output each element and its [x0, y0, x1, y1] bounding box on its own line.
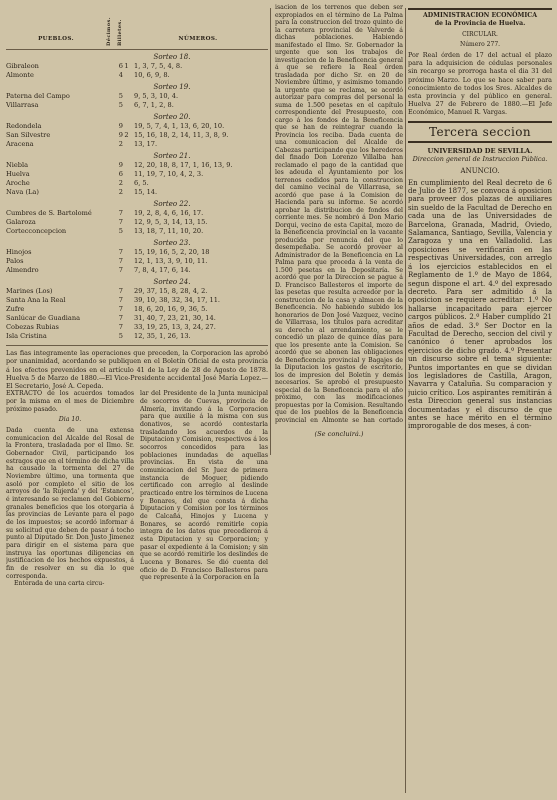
billetes-cell [123, 266, 130, 275]
header-pueblos: PUEBLOS. [38, 36, 74, 42]
table-row [6, 62, 268, 71]
numbers-cell: 15, 16, 18, 2, 14, 11, 3, 8, 9. [134, 131, 229, 139]
middle-text: isacion de los terrenos que deben ser expropiados en el término de La Palma para la construccion del trozo quinto de la carretera provincial de Valverde á dichas poblaciones. Habiendo manifestado el Ilmo. Sr. Gobernador la urgente que son los trabajos de investigacion de la Beneficencia general á que se refiere la Real órden trasladada por dicho Sr. en 20 de Noviembre último, y asimismo tomando la urgente que se reclama, se acordó autorizar para compras del personal la suma de 1.500 pesetas en el capítulo correspondiente del Presupuesto, con cargo á los fondos de la Beneficencia que se han de reintegrar cuando la Provincia los reciba. Dada cuenta de una comunicacion del Alcalde de Cabezas participando que los herederos del finado Don Lorenzo Villalba han reclamado el pago de la cantidad que les adeuda el Ayuntamiento por los terrenos cedidos para la construccion del camino vecinal de Villarrasa, se acordó que pase á la Comision de Hacienda para su informe. Se acordó aprobar la distribucion de fondos del corriente mes. Se nombró á Don Mario Dorqui, vecino de esta Capital, mozo de la Beneficencia provincial en la vacante producida por renuncia del que lo desempeñaba. Se acordó proveer al Administrador de la Beneficencia en La Palma para que proceda á la venta de 1.500 pesetas en la Depositaría. Se acordó que por la Direccion se pague á D. Francisco Ballesteros el importe de las pesetas que resulta acreedor por la construccion de la casa y almacen de la Beneficencia. No habiendo subido los honorarios de Don José Vazquez, vecino de Villarrasa, los títulos para acreditar su derecho al arrendamiento, se le concedió un plazo de quince días para que los presente ante la Comision. Se acordó que se abonen las obligaciones de Beneficencia provincial y Bagajes de la Diputacion los gastos de escritorio, los de impresion del Boletín y demás necesarios. Se aprobó el presupuesto especial de la Beneficencia para el año próximo, con las modificaciones propuestas por la Comision. Resultando que de los pueblos de la Beneficencia provincial en Almonte se han cortado [275, 4, 403, 424]
billetes-cell [123, 227, 130, 236]
town-cell: Palos [6, 257, 24, 265]
billetes-cell [123, 92, 130, 101]
table-row [6, 71, 268, 80]
decimos-cell: 7 [118, 287, 123, 295]
numbers-cell: 15, 19, 16, 5, 2, 20, 18 [134, 248, 210, 256]
town-cell: Isla Cristina [6, 332, 47, 340]
decimos-cell: 5 [118, 332, 123, 340]
billetes-cell [123, 287, 130, 296]
header-numeros: NÚMEROS. [178, 36, 218, 42]
table-row [6, 101, 268, 110]
billetes-cell [123, 170, 130, 179]
numbers-cell: 39, 10, 38, 32, 34, 17, 11. [134, 296, 220, 304]
admin-title: ADMINISTRACION ECONÓMICA [422, 12, 538, 19]
decimos-cell: 7 [118, 209, 123, 217]
dia-heading: Dia 10. [58, 416, 82, 424]
table-row [6, 161, 268, 170]
billetes-cell [123, 332, 130, 341]
extracto-text-1-last: Enterada de una carta circu- [14, 580, 105, 588]
table-row [6, 296, 268, 305]
town-cell: Cumbres de S. Bartolomé [6, 209, 92, 217]
town-cell: Hinojos [6, 248, 32, 256]
extracto-col-2: lar del Presidente de la Junta municipal de socorros de Cuevas, provincia de Almería, invitando á la Corporacion para que auxilie á la misma con sus donativos, se acordó contestarla trasladando los acuerdos de la Diputacion y Comision, respectivos á los socorros concedidos para las poblaciones inundadas de aquellas provincias. En vista de una comunicacion del Sr. Juez de primera instancia de Moguer, pidiendo certificado con arreglo al deslinde practicado entre los términos de Lucena y Bonares, del que consta á dicha Diputacion y Comision por los términos de Calcañá, Hinojos y Lucena y Bonares, se acordó remitirle copia integra de los datos que precedieron á esta Diputacion y su Corporacion; y pasar el expediente á la Comision; y sin que se acordó remitirle los deslindes de Lucena y Bonares. Se dió cuenta del oficio de D. Francisco Ballesteros para que represente á la Corporacion en la [140, 390, 268, 582]
sorteo-heading: Sorteo 22. [153, 200, 191, 208]
town-cell: Gibraleon [6, 62, 39, 70]
numbers-cell: 6, 5. [134, 179, 149, 187]
numbers-cell: 7, 8, 4, 17, 6, 14. [134, 266, 191, 274]
decimos-cell: 9 [118, 131, 123, 139]
anuncio-heading: ANUNCIO. [460, 166, 500, 175]
billetes-cell [123, 161, 130, 170]
decimos-cell: 6 [118, 62, 123, 70]
numbers-cell: 13, 17. [134, 140, 158, 148]
anuncio-text: En cumplimiento del Real decreto de 6 de Julio de 1877, se convoca á oposicion para proveer dos plazas de auxiliares sin sueldo de la Facultad de Derecho en cada una de las Universidades de Barcelona, Granada, Madrid, Oviedo, Salamanca, Santiago, Sevilla, Valencia y Zaragoza y una en Valladolid. Las oposiciones se verificarán en las respectivas Universidades, con arreglo á los ejercicios establecidos en el Reglamento de 1.º de Mayo de 1864, segun dispone el art. 4.º del expresado decreto. Para ser admitido á la oposicion se requiere acreditar: 1.º No hallarse incapacitado para ejercer cargos públicos. 2.º Haber cumplido 21 años de edad. 3.º Ser Doctor en la Facultad de Derecho, seccion del civil y canónico ó tener aprobados los ejercicios de dicho grado. 4.º Presentar un discurso sobre el tema siguiente: Puntos importantes en que se dividan los legisladores de Castilla, Aragon, Navarra y Cataluña. Su comparacion y juicio crítico. Los aspirantes remitirán á esta Direccion general sus instancias documentadas y el discurso de que antes se hace mérito en el término improrogable de dos meses, á con- [408, 178, 552, 431]
billetes-cell [123, 209, 130, 218]
table-row [6, 323, 268, 332]
table-row [6, 131, 268, 140]
town-cell: Sanlúcar de Guadiana [6, 314, 81, 322]
town-cell: Paterna del Campo [6, 92, 70, 100]
closing-paragraph: Las fias integramente las operaciones que preceden, la Corporacion las aprobó por unanimidad, acordando se publiquen en el Boletín Oficial de esta provincia á los efectos prevenidos en el artículo 41 de la Ley de 28 de Agosto de 1878. Huelva 5 de Marzo de 1880.—El Vice-Presidente accidental José María Lopez.—El Secretario, José A. Cepeda. [6, 345, 268, 390]
extracto-columns [6, 390, 268, 587]
decimos-cell: 2 [118, 140, 123, 148]
numbers-cell: 13, 18, 7, 11, 10, 20. [134, 227, 204, 235]
header-decimos: Décimos. [106, 17, 112, 46]
sorteo-heading: Sorteo 19. [153, 83, 191, 91]
town-cell: Cobezas Rubias [6, 323, 59, 331]
town-cell: Aroche [6, 179, 30, 187]
table-row [6, 179, 268, 188]
town-cell: Santa Ana la Real [6, 296, 66, 304]
town-cell: Aracena [6, 140, 34, 148]
extracto-text-1: Dada cuenta de una extensa comunicacion del Alcalde del Rosal de la Frontera, trasladada por el Ilmo. Sr. Gobernador Civil, participando los estragos que en el término de dicha villa ha causado la tormenta del 27 de Noviembre último, una tormenta que asoló por completo el sitio de los arroyos de 'la Rujerda' y del 'Estancos', é interesando se reclamen del Gobierno granales beneficios que los otorgaria á las provincias de Levante para el pago de los impuestos; se acordó informar á su solicitud que deben de pasar á tocho punto al Diputado Sr. Don Justo Jimenez para dirigir en el sistema para que instruya las oportunas diligencias en justificacion de los hechos expuestos, á fin de resolver en su dia lo que corresponda. [6, 427, 134, 580]
circular-label: CIRCULAR. [462, 31, 498, 38]
decimos-cell: 6 [118, 170, 123, 178]
column-right [408, 0, 552, 800]
sorteo-heading: Sorteo 23. [153, 239, 191, 247]
decimos-cell: 9 [118, 122, 123, 130]
circular-number: Número 277. [459, 41, 501, 48]
decimos-cell: 2 [118, 179, 123, 187]
table-row [6, 209, 268, 218]
section-heading: Tercera seccion [408, 121, 552, 143]
column-middle [275, 0, 403, 455]
table-row [6, 188, 268, 197]
numbers-cell: 18, 6, 20, 16, 9, 36, 5. [134, 305, 208, 313]
table-row [6, 227, 268, 236]
town-cell: Galaroza [6, 218, 36, 226]
billetes-cell [123, 257, 130, 266]
billetes-cell [123, 314, 130, 323]
column-rule [270, 8, 271, 455]
sorteo-list [6, 53, 268, 341]
column-rule [405, 8, 406, 793]
column-left [6, 0, 268, 800]
table-row [6, 92, 268, 101]
circular-text: Por Real órden de 17 del actual el plazo para la adquisicion de cédulas personales sin recargo se prorroga hasta el dia 31 del próximo Marzo. Lo que se hace saber para conocimiento de todos los Sres. Alcaldes de esta provincia y del público en general. Huelva 27 de Febrero de 1880.—El Jefe Económico, Manuel R. Vargas. [408, 51, 552, 117]
town-cell: Zufre [6, 305, 25, 313]
town-cell: Nava (La) [6, 188, 39, 196]
town-cell: Cortecconcepcion [6, 227, 67, 235]
billetes-cell [123, 323, 130, 332]
decimos-cell: 7 [118, 296, 123, 304]
town-cell: Redondela [6, 122, 42, 130]
town-cell: Almendro [6, 266, 39, 274]
billetes-cell [123, 218, 130, 227]
to-be-continued: (Se concluirá.) [314, 430, 364, 438]
extracto-col-1 [6, 390, 134, 587]
billetes-cell [123, 179, 130, 188]
sorteo-heading: Sorteo 24. [153, 278, 191, 286]
billetes-cell: 2 [124, 131, 129, 139]
numbers-cell: 31, 40, 7, 23, 21, 30, 14. [134, 314, 216, 322]
decimos-cell: 2 [118, 188, 123, 196]
town-cell: Huelva [6, 170, 30, 178]
town-cell: Marines (Los) [6, 287, 53, 295]
numbers-cell: 12, 20, 18, 8, 17, 1, 16, 13, 9. [134, 161, 233, 169]
table-row [6, 122, 268, 131]
sorteo-heading: Sorteo 21. [153, 152, 191, 160]
town-cell: Villarrasa [6, 101, 39, 109]
table-row [6, 332, 268, 341]
numbers-cell: 33, 19, 25, 13, 3, 24, 27. [134, 323, 216, 331]
town-cell: Niebla [6, 161, 29, 169]
decimos-cell: 5 [118, 101, 123, 109]
numbers-cell: 9, 5, 3, 10, 4. [134, 92, 179, 100]
numbers-cell: 12, 35, 1, 26, 13. [134, 332, 191, 340]
table-header [6, 6, 268, 50]
decimos-cell: 9 [118, 161, 123, 169]
decimos-cell: 7 [118, 218, 123, 226]
billetes-cell [123, 71, 130, 80]
header-billetes: Billetes. [117, 19, 123, 46]
decimos-cell: 7 [118, 323, 123, 331]
direccion-subtitle: Direccion general de Instruccion Pública. [412, 154, 548, 163]
table-row [6, 248, 268, 257]
numbers-cell: 12, 9, 5, 3, 14, 13, 15. [134, 218, 208, 226]
billetes-cell [123, 101, 130, 110]
billetes-cell [123, 248, 130, 257]
decimos-cell: 7 [118, 248, 123, 256]
numbers-cell: 11, 19, 7, 10, 4, 2, 3. [134, 170, 204, 178]
table-row [6, 305, 268, 314]
decimos-cell: 5 [118, 92, 123, 100]
numbers-cell: 1, 3, 7, 5, 4, 8. [134, 62, 183, 70]
table-row [6, 266, 268, 275]
decimos-cell: 7 [118, 257, 123, 265]
numbers-cell: 19, 2, 8, 4, 6, 16, 17. [134, 209, 204, 217]
table-row [6, 257, 268, 266]
decimos-cell: 7 [118, 305, 123, 313]
numbers-cell: 6, 7, 1, 2, 8. [134, 101, 174, 109]
billetes-cell [123, 296, 130, 305]
table-row [6, 314, 268, 323]
town-cell: Almonte [6, 71, 34, 79]
billetes-cell [123, 122, 130, 131]
table-row [6, 218, 268, 227]
decimos-cell: 4 [118, 71, 123, 79]
numbers-cell: 19, 5, 7, 4, 1, 13, 6, 20, 10. [134, 122, 225, 130]
decimos-cell: 7 [118, 314, 123, 322]
table-row [6, 287, 268, 296]
sorteo-heading: Sorteo 20. [153, 113, 191, 121]
billetes-cell [123, 140, 130, 149]
numbers-cell: 12, 1, 13, 3, 9, 10, 11. [134, 257, 208, 265]
billetes-cell [123, 305, 130, 314]
numbers-cell: 10, 6, 9, 8. [134, 71, 170, 79]
universidad-title: UNIVERSIDAD DE SEVILLA. [427, 146, 533, 155]
billetes-cell: 1 [124, 62, 129, 70]
divider [408, 8, 552, 10]
town-cell: San Silvestre [6, 131, 51, 139]
numbers-cell: 15, 14. [134, 188, 158, 196]
table-row [6, 170, 268, 179]
billetes-cell [123, 188, 130, 197]
sorteo-heading: Sorteo 18. [153, 53, 191, 61]
decimos-cell: 5 [118, 227, 123, 235]
decimos-cell: 7 [118, 266, 123, 274]
extracto-intro: EXTRACTO de los acuerdos tomados por la misma en el mes de Diciembre próximo pasado. [6, 390, 134, 413]
numbers-cell: 29, 37, 15, 8, 28, 4, 2. [134, 287, 208, 295]
table-row [6, 140, 268, 149]
admin-subtitle: de la Provincia de Huelva. [434, 20, 526, 27]
